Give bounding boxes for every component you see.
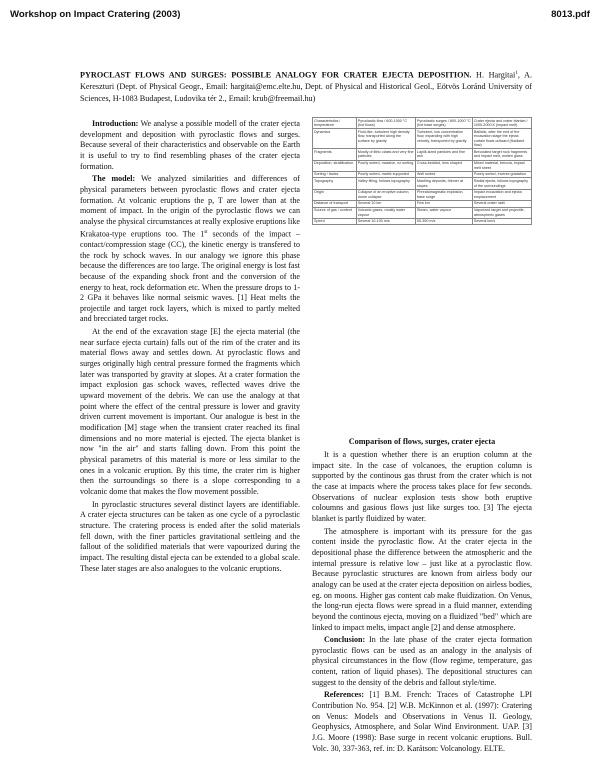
- left-column: [80, 119, 300, 574]
- table-cell: Valley filling, follows topography: [356, 178, 415, 189]
- table-cell: Poorly sorted, inverse gradation: [472, 171, 531, 178]
- table-cell: 50-300 m/s: [415, 218, 472, 225]
- table-cell: Collapse of an eruptive column, dome collapse: [356, 189, 415, 200]
- table-cell: Volcanic gases, mostly water vapour: [356, 207, 415, 218]
- table-cell: Several km/s: [472, 218, 531, 225]
- model-paragraph: [80, 174, 300, 325]
- header-file-id: 8013.pdf: [551, 9, 590, 20]
- table-cell: Distance of transport: [313, 200, 357, 207]
- table-cell: Vaporized target and projectile, atmospheric gases: [472, 207, 531, 218]
- table-row: [313, 189, 532, 200]
- right-column: [312, 450, 532, 754]
- table-cell: Topography: [313, 178, 357, 189]
- references-label: References:: [324, 690, 365, 700]
- model-label: The model:: [92, 174, 136, 184]
- table-cell: Deposition, stratification: [313, 160, 357, 171]
- table-cell: Phreatomagmatic explosion, base surge: [415, 189, 472, 200]
- intro-paragraph: [80, 119, 300, 172]
- table-cell: Ballistic, after the end of the excavation stage the ejecta curtain flows outward (fluidized flow): [472, 129, 531, 149]
- paper-title: PYROCLAST FLOWS AND SURGES: POSSIBLE ANALOGY FOR CRATER EJECTA DEPOSITION.: [80, 70, 472, 80]
- table-cell: Several 10-100 m/s: [356, 218, 415, 225]
- table-cell: Few km: [415, 200, 472, 207]
- table-cell: Sorting / facies: [313, 171, 357, 178]
- table-cell: Source of gas / content: [313, 207, 357, 218]
- table-cell: Well sorted: [415, 171, 472, 178]
- table-cell: Radial ejecta, follows topography of the surroundings: [472, 178, 531, 189]
- table-cell: Poorly sorted, massive, no sorting: [356, 160, 415, 171]
- table-cell: Mixed material, breccia, impact melt sheet: [472, 160, 531, 171]
- excavation-paragraph: At the end of the excavation stage [E] the ejecta material (the near surface ejecta curtain) falls out of the rim of the crater and its material flows away and settles down. At pyroclastic flows and surges originally high central pressure formed the fragments which later was transported by gravity at slopes. At a crater formation the impact explosion gas schock waves, reflected waves drive the upward movement of the debris. We can use the analogy at that point where the effect of the central pressure is lower and gravity driven current movement is important. Our analogue is best in the modification [M] stage when the transient crater reached its final dimensions and no more material is ejected. The ejecta blanket is now "in the air" and starts falling down. From this point the physical parametrs of this material is more or less similar to the ones in a volcanic eruption. By this time, the crater rim is higher then the surroundings so there is a slope corresponding to a volcanic dome that makes the flow movement possible.: [80, 327, 300, 496]
- table-row: [313, 118, 532, 129]
- author-hargitai: H. Hargitai: [471, 70, 516, 80]
- comparison-table-body: [313, 118, 532, 225]
- header-conference: Workshop on Impact Cratering (2003): [10, 9, 181, 20]
- running-header: [10, 9, 590, 23]
- table-cell: Fragments: [313, 149, 357, 160]
- table-cell: Mantling deposits, thinner at slopes: [415, 178, 472, 189]
- table-cell: Brecciated target rock fragments and impact melt, molten glass: [472, 149, 531, 160]
- layers-paragraph: In pyroclastic structures several distinct layers are identifiable. A crater ejecta structures can be taken as one cycle of a pyroclastic structure. The cratering process is ended after the solid materials fell down, with the finer particles gravitational settleing and the fallout of the solidified materials that were vapourized during the impact. The resulting distal ejecta can be extended to a global scale. These later stages are also analogues to the volcanic eruptions.: [80, 499, 300, 573]
- table-row: [313, 171, 532, 178]
- table-row: [313, 200, 532, 207]
- table-cell: Speed: [313, 218, 357, 225]
- conclusion-paragraph: [312, 635, 532, 688]
- table-cell: Poorly sorted, matrix supported: [356, 171, 415, 178]
- eruption-column-paragraph: It is a question whether there is an eruption column at the impact site. In the case of volcanoes, the eruption column is supported by the continous gas thrust from the crater which is not the case at impacts where the process takes place for few seconds. Observations of nuclear explosion tests show both eruptive coloumns and gasious flows just like surges too. [3] The ejecta blanket is partly fluidized by water.: [312, 450, 532, 523]
- table-caption: Comparison of flows, surges, crater ejecta: [348, 437, 496, 446]
- table-cell: Origin: [313, 189, 357, 200]
- intro-label: Introduction:: [92, 119, 139, 128]
- table-row: [313, 207, 532, 218]
- title-block: [80, 68, 532, 105]
- table-row: [313, 149, 532, 160]
- conclusion-text: In the late phase of the crater ejecta formation pyroclastic flows can be used as an analogy in the analysis of physical circumstances in the flow (flow regime, temperature, gas content, ration of liquid phases). The depositional structures can suggest to the density of the debris and fallout style/time.: [312, 635, 532, 687]
- model-sup: st: [204, 229, 208, 235]
- conclusion-label: Conclusion:: [324, 635, 366, 645]
- atmosphere-paragraph: The atmosphere is important with its pressure for the gas content inside the pyroclastic flow. At the crater ejecta in the depositional phase the difference between the atmospheric and the internal pressure is relative low – just like at a pyroclastic flow. Because pyroclastic structures are known from airless body our analogy can be used at the crater ejecta deposition on airless bodies, eg. on moons. Higher gas content cab make fluidization. On Venus, the long-run ejecta flows were spread in a fluid manner, extending beyond the continous ejecta, moving on a fluidized "bed" which are linked to impact melts, impact angle [2] and dense atmosphere.: [312, 526, 532, 632]
- table-cell: Several 10 km: [356, 200, 415, 207]
- comparison-table: [312, 117, 532, 435]
- table-cell: Turbulent, low concentration flow, expanding with high velocity, transported by gravity: [415, 129, 472, 149]
- table-cell: Impact excavation and ejecta emplacement: [472, 189, 531, 200]
- table-cell: Crater ejecta and crater blanket / 1000-2000 K (impact melt): [472, 118, 531, 129]
- table-cell: Lapilli-sized particles and fine ash: [415, 149, 472, 160]
- table-row: [313, 129, 532, 149]
- table-cell: Characteristics / temperature: [313, 118, 357, 129]
- table-cell: Mostly of lithic clasts and very fine particles: [357, 149, 414, 159]
- table-cell: Fluid-like, turbulent high density flow, transported along the surface by gravity: [356, 129, 415, 149]
- table-row: [313, 178, 532, 189]
- model-text-a: We analyzed similarities and differences of physical parameters between pyroclastic flows and crater ejecta formation. At volcanic eruptions the p, T are lower than at the moment of impact. In the origin of the pyroclastic flows we can analyse the physical circumstances at really explosive eruptions like Krakatoa-type eruptions too. The 1: [80, 174, 300, 239]
- table-cell: Pyroclastic flow / 600-1000 °C (hot flows): [356, 118, 415, 129]
- table-cell: Dynamics: [313, 129, 357, 149]
- table-cell: Steam, water vapour: [415, 207, 472, 218]
- table-cell: Cross-bedded, lens shaped: [415, 160, 472, 171]
- table-row: [313, 218, 532, 225]
- author-affiliations: , A. Kereszturi (Dept. of Physical Geogr., Email: hargitai@emc.elte.hu, Dept. of Physical and Historical Geol., Eötvös Loránd University of Sciences, H-1083 Budapest, Ludovika tér 2., Email: krub@freemail.hu): [80, 70, 532, 103]
- table-row: [313, 160, 532, 171]
- references-paragraph: [312, 690, 532, 754]
- intro-text: We analyse a possible modell of the crater ejecta development and deposition with pyroclastic flows and surges. Because several of their characteristics and observable on the Earth it is useful to try to find resembling phases of the crater ejecta formation.: [80, 119, 300, 171]
- table-cell: Pyroclastic surges / 800-1000 °C (hot base surges): [416, 118, 471, 128]
- table-cell: Several crater radii: [472, 200, 531, 207]
- model-text-b: seconds of the impact – contact/compression stage (CC), the kinetic energy is transfered to the rock by schock waves. In our analogy we ignore this phase because the differences are too large. The original energy is lost fast because of the expanding shock front and the conversion of the energy to heat, rock deformation etc. When the pressure drops to 1-2 GPa it behaves like normal seismic waves. [1] Heat melts the projectile and target rock layers, which is mixed to partly melted and brecciated target rocks.: [80, 229, 300, 324]
- author-affil-sup: 1: [515, 71, 518, 76]
- references-text: [1] B.M. French: Traces of Catastrophe LPI Contribution No. 954. [2] W.B. McKinnon et al. (1997): Cratering on Venus: Models and Observations in Venus II. Geology, Geophysics, Atmosphere, and Solar Wind Environment. UAP. [3] J.G. Moore (1998): Base surge in recent volcanic eruptions. Bull. Volc. 30, 337-363, ref. in: D. Karátson: Volcanology. ELTE.: [312, 690, 532, 753]
